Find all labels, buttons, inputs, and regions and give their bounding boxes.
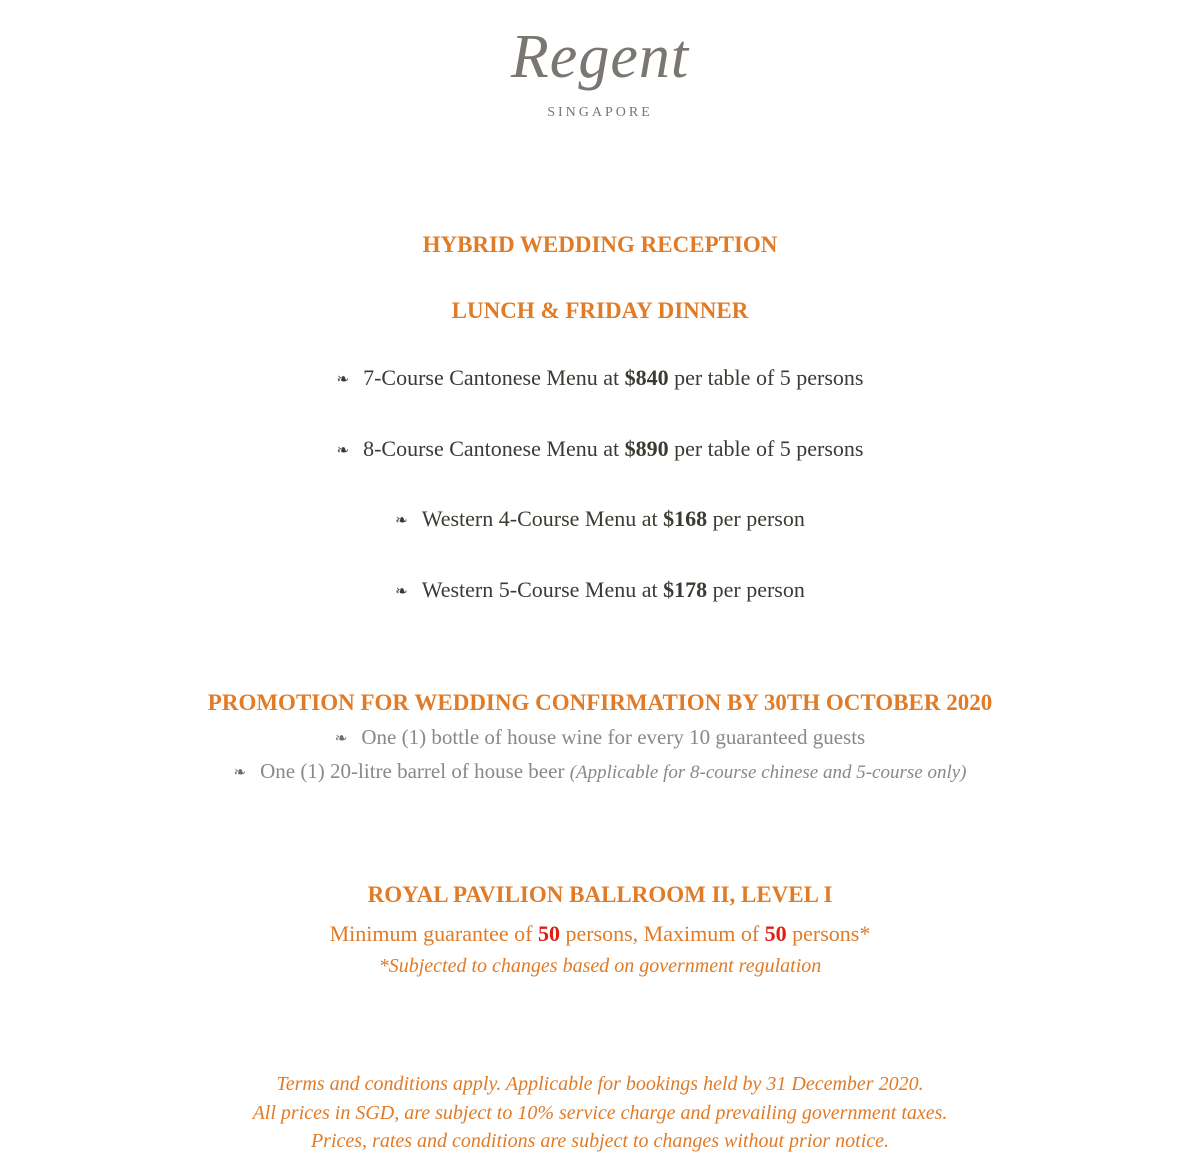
venue-capacity	[0, 920, 1200, 948]
fleuron-bullet-icon: ❧	[336, 442, 350, 459]
venue-text: Minimum guarantee of	[329, 921, 538, 946]
fleuron-bullet-icon: ❧	[395, 512, 408, 529]
promotion-note: (Applicable for 8-course chinese and 5-course only)	[569, 762, 967, 783]
menu-item	[0, 505, 1200, 535]
menu-text: per table of 5 persons	[668, 365, 864, 390]
menu-text: per person	[707, 577, 805, 602]
terms-line: Prices, rates and conditions are subject to changes without prior notice.	[310, 1130, 890, 1152]
menu-price: $168	[663, 506, 708, 531]
promotion-heading: PROMOTION FOR WEDDING CONFIRMATION BY 30TH OCTOBER 2020	[207, 690, 993, 715]
min-guests-value: 50	[537, 921, 560, 946]
venue-footnote: *Subjected to changes based on government regulation	[378, 955, 822, 977]
venue-text: persons*	[786, 921, 871, 946]
promotion-item	[0, 757, 1200, 787]
fleuron-bullet-icon: ❧	[336, 371, 350, 388]
menu-text: 7-Course Cantonese Menu at	[363, 365, 625, 390]
menu-text: per person	[707, 506, 805, 531]
menu-item	[0, 576, 1200, 606]
promotion-text: One (1) 20-litre barrel of house beer	[260, 759, 570, 783]
logo-subtitle: SINGAPORE	[547, 105, 653, 120]
page-subtitle: LUNCH & FRIDAY DINNER	[451, 298, 749, 323]
promotion-text: One (1) bottle of house wine for every 10 guaranteed guests	[361, 725, 866, 749]
menu-item	[0, 435, 1200, 465]
menu-text: per table of 5 persons	[668, 436, 864, 461]
fleuron-bullet-icon: ❧	[334, 731, 348, 748]
menu-item	[0, 364, 1200, 394]
promotion-item	[0, 723, 1200, 753]
menu-price: $178	[663, 577, 708, 602]
menu-text: Western 4-Course Menu at	[421, 506, 664, 531]
logo-wordmark: Regent	[510, 23, 690, 91]
max-guests-value: 50	[764, 921, 787, 946]
menu-text: 8-Course Cantonese Menu at	[363, 436, 625, 461]
fleuron-bullet-icon: ❧	[395, 583, 408, 600]
terms-line: All prices in SGD, are subject to 10% service charge and prevailing government taxes.	[252, 1102, 948, 1124]
menu-text: Western 5-Course Menu at	[421, 577, 664, 602]
menu-price: $840	[624, 365, 669, 390]
fleuron-bullet-icon: ❧	[233, 765, 247, 782]
venue-text: persons, Maximum of	[559, 921, 765, 946]
page-title: HYBRID WEDDING RECEPTION	[422, 232, 778, 257]
menu-price: $890	[624, 436, 669, 461]
terms-line: Terms and conditions apply. Applicable for bookings held by 31 December 2020.	[276, 1073, 924, 1095]
venue-heading: ROYAL PAVILION BALLROOM II, LEVEL I	[367, 882, 833, 907]
